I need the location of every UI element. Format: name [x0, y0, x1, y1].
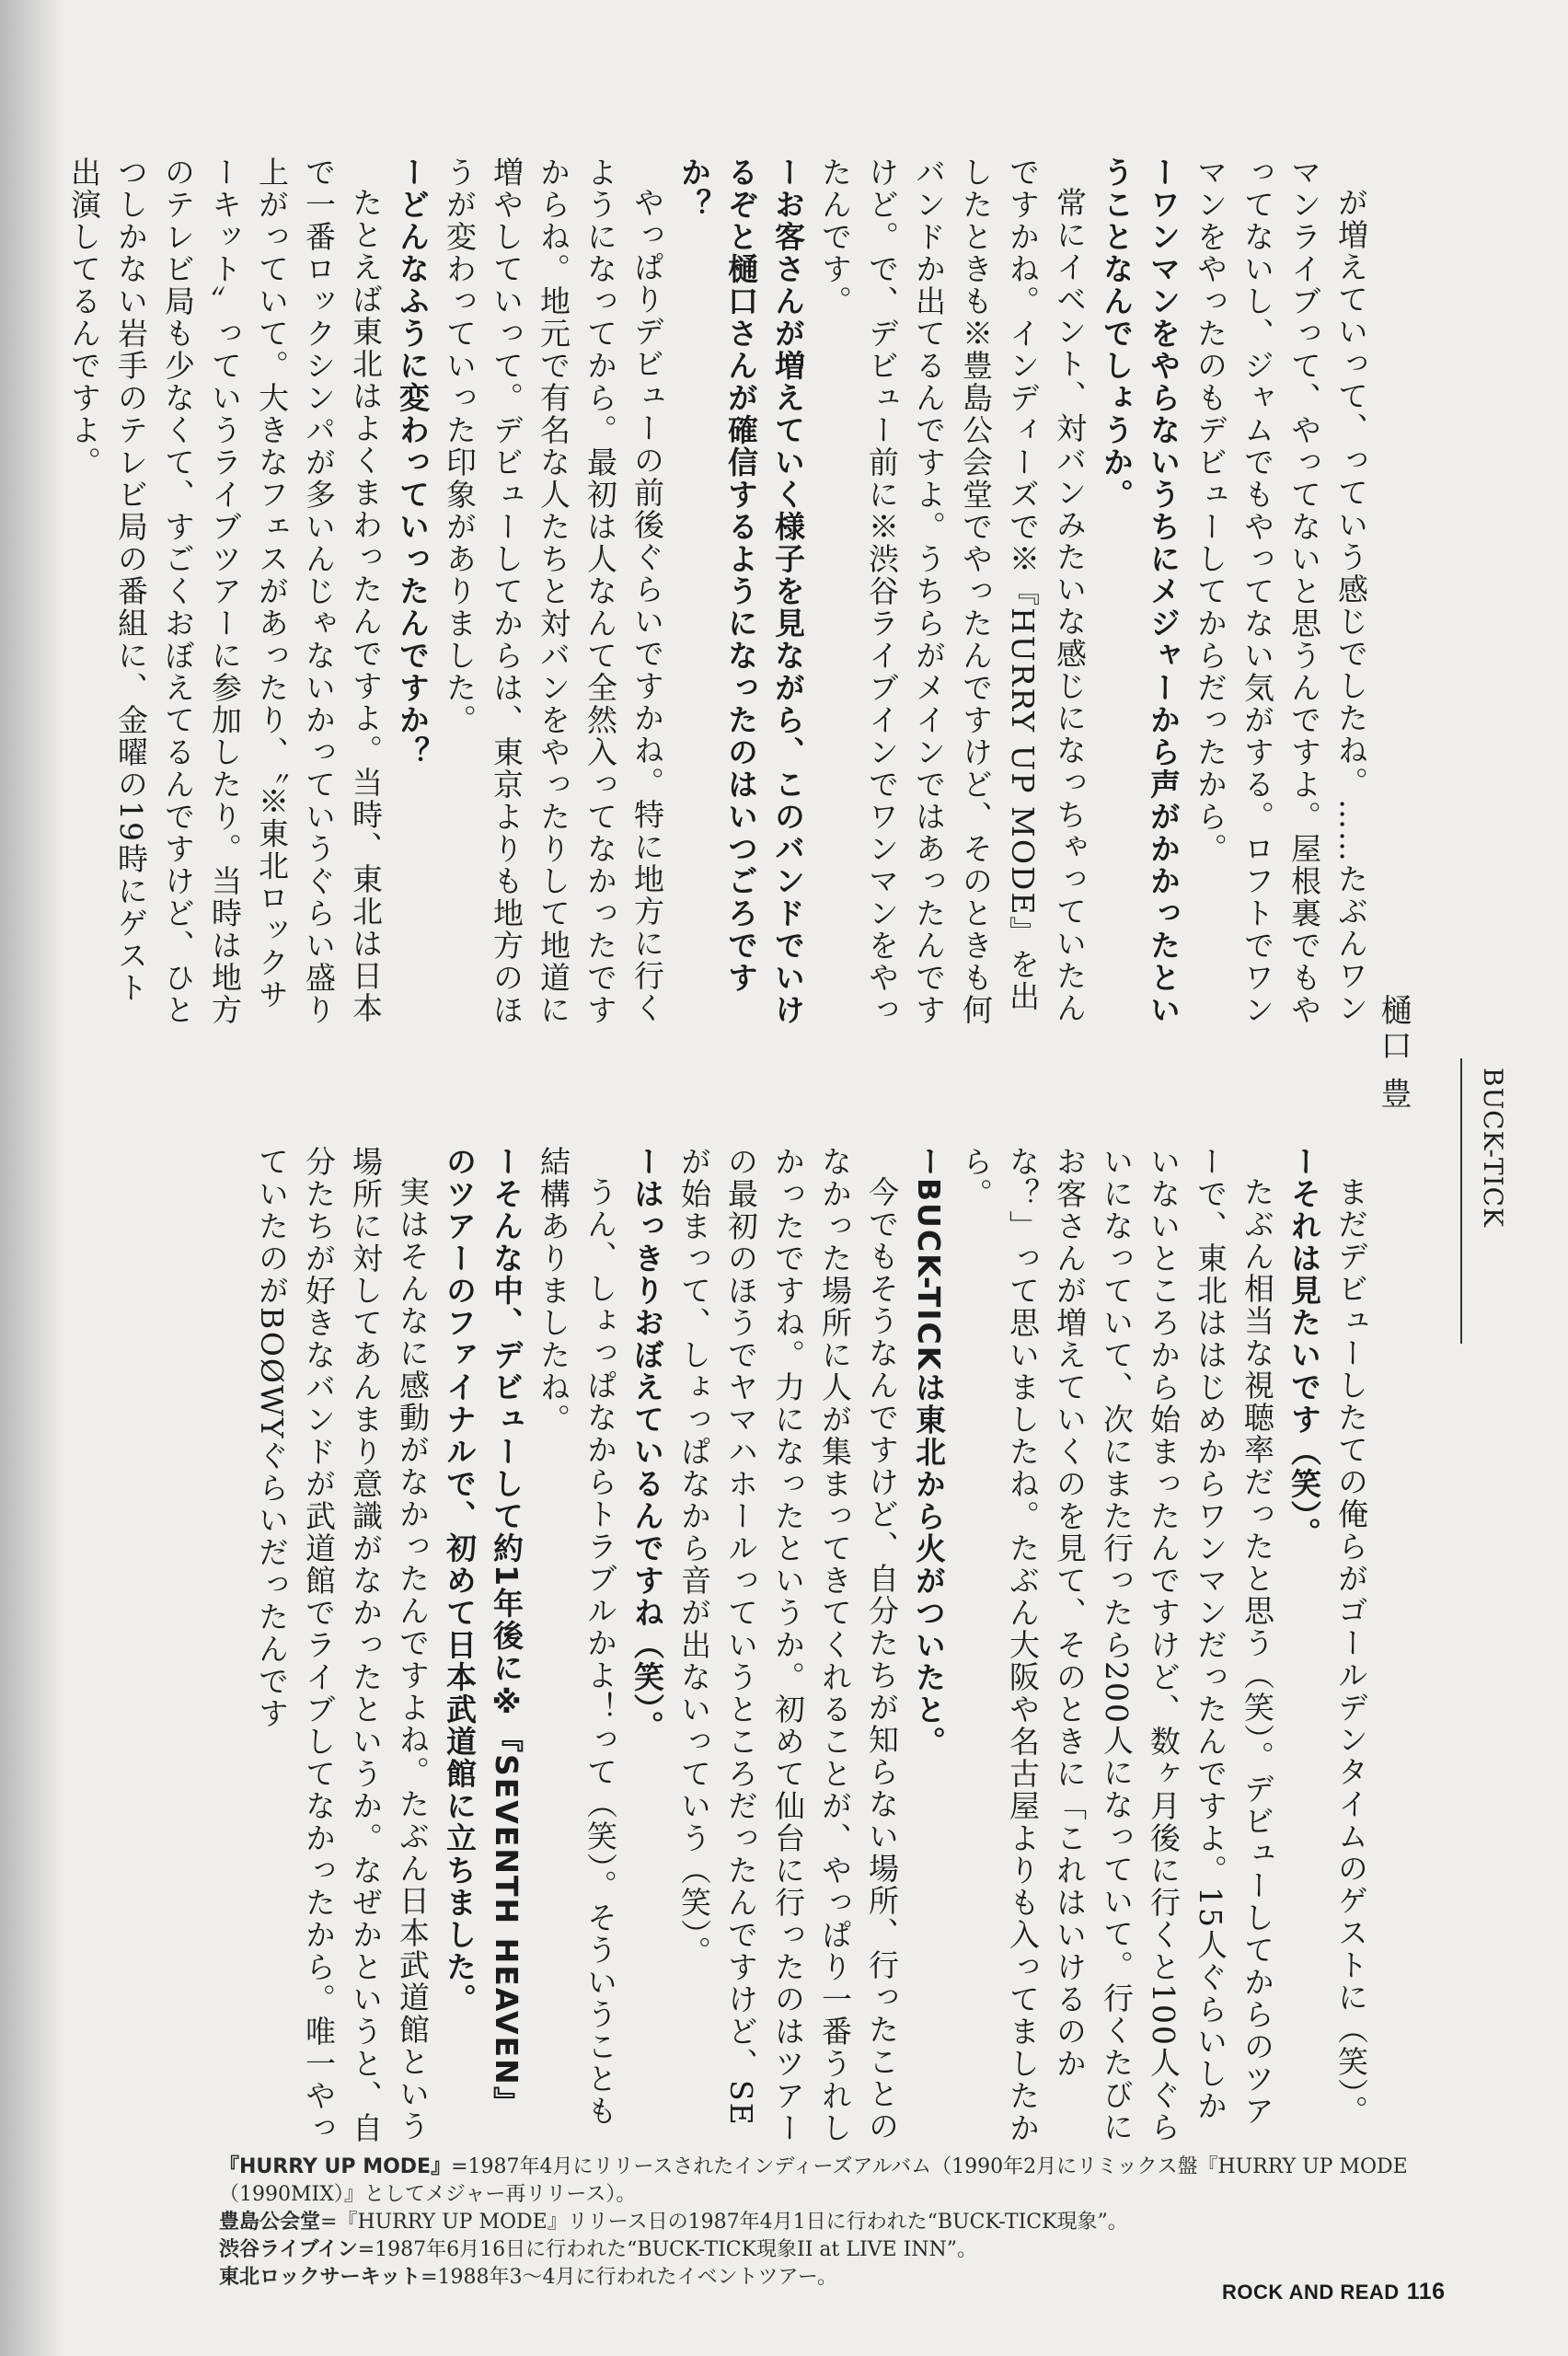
- interview-question: ーそれは見たいです（笑）。: [1286, 1146, 1322, 1550]
- footnote: [219, 2154, 1470, 2209]
- interview-question: ーどんなふうに変わっていったんですか？: [395, 156, 431, 768]
- footnote-description: =1987年6月16日に行われた“BUCK-TICK現象II at LIVE INN”。: [357, 2238, 978, 2261]
- magazine-name: ROCK AND READ: [1222, 2281, 1400, 2304]
- interview-question: ーお客さんが増えていく様子を見ながら、このバンドでいけるぞと樋口さんが確信するようになったのはいつごろですか？: [676, 156, 806, 1026]
- page-binding-shadow: [0, 0, 64, 2356]
- lower-text-block: [105, 1146, 1375, 2149]
- page-footer: [1222, 2279, 1446, 2305]
- interview-answer: うん、しょっぱなからトラブルかよ！って（笑）。そういうことも結構ありましたね。: [536, 1146, 618, 2128]
- interview-question: ーBUCK-TICKは東北から火がついたと。: [911, 1146, 947, 1759]
- upper-text-block: [66, 156, 1375, 1031]
- footnote-description: =『HURRY UP MODE』リリース日の1987年4月1日に行われた“BUCK-TICK現象”。: [320, 2211, 1128, 2234]
- running-head-rule: [1460, 1058, 1462, 1344]
- footnote: [219, 2209, 1470, 2236]
- interview-answer: 実はそんなに感動がなかったんですよね。たぶん日本武道館という場所に対してあんまり意識がなかったというか。なぜかというと、自分たちが好きなバンドが武道館でライブしてなかったから。唯一やっていたのがBOØWYぐらいだったんです: [254, 1146, 431, 2144]
- interview-answer: やっぱりデビューの前後ぐらいですかね。特に地方に行くようになってから。最初は人なんて全然入ってなかったですからね。地元で有名な人たちと対バンをやったりして地道に増やしていって。デビューしてからは、東京よりも地方のほうが変わっていった印象がありました。: [442, 156, 665, 1026]
- running-head: [1375, 994, 1517, 1362]
- page-number: 116: [1406, 2279, 1446, 2304]
- interview-answer: たぶん相当な視聴率だったと思う（笑）。デビューしてからのツアーで、東北ははじめからワンマンだったんですよ。15人ぐらいしかいないところから始まったんですけど、数ヶ月後に行くと100人ぐらいになっていて、次にまた行ったら200人になっていて。行くたびにお客さんが増えていくのを見て、そのときに「これはいけるのかな？」って思いましたね。たぶん大阪や名古屋よりも入ってましたから。: [958, 1146, 1275, 2144]
- interview-question: ーはっきりおぼえているんですね（笑）。: [629, 1146, 665, 1743]
- interview-answer: が増えていって、っていう感じでしたね。……たぶんワンマンライブって、やってないと思うんですよ。屋根裏でもやってないし、ジャムでもやってない気がする。ロフトでワンマンをやったのもデビューしてからだったから。: [1193, 156, 1369, 1026]
- footnote-description: =1987年4月にリリースされたインディーズアルバム（1990年2月にリミックス盤『HURRY UP MODE（1990MIX）』としてメジャー再リリース）。: [219, 2155, 1408, 2206]
- interview-answer: たとえば東北はよくまわったんですよ。当時、東北は日本で一番ロックシンパが多いんじゃないかっていうぐらい盛り上がっていて。大きなフェスがあったり、〝※東北ロックサーキット〟っていうライブツアーに参加したり。当時は地方のテレビ局も少なくて、すごくおぼえてるんですけど、ひとつしかない岩手のテレビ局の番組に、金曜の19時にゲスト出演してるんですよ。: [66, 156, 384, 1026]
- footnote-term: 豊島公会堂: [219, 2211, 321, 2234]
- running-head-band: BUCK-TICK: [1478, 1068, 1508, 1229]
- footnote-term: 渋谷ライブイン: [219, 2238, 358, 2261]
- running-head-name: 樋口 豊: [1375, 994, 1412, 1113]
- footnote-description: =1988年3～4月に行われたイベントツアー。: [421, 2266, 838, 2289]
- interview-answer: まだデビューしたての俺らがゴールデンタイムのゲストに（笑）。: [1333, 1176, 1369, 2128]
- interview-answer: 常にイベント、対バンみたいな感じになっちゃっていたんですかね。インディーズで※『HURRY UP MODE』を出したときも※豊島公会堂でやったんですけど、そのときも何バンドか出てるんですよ。うちらがメインではあったんですけど。で、デビュー前に※渋谷ライブインでワンマンをやったんです。: [817, 156, 1088, 1026]
- interview-question: ーそんな中、デビューして約1年後に※『SEVENTH HEAVEN』のツアーのファイナルで、初めて日本武道館に立ちました。: [442, 1146, 525, 2119]
- interview-answer: 今でもそうなんですけど、自分たちが知らない場所、行ったことのなかった場所に人が集まってきてくれることが、やっぱり一番うれしかったですね。力になったというか。初めて仙台に行ったのはツアーの最初のほうでヤマハホールっていうところだったんですけど、SEが始まって、しょっぱなから音が出ないっていう（笑）。: [676, 1146, 900, 2144]
- footnote-term: 東北ロックサーキット: [219, 2266, 421, 2289]
- interview-question: ーワンマンをやらないうちにメジャーから声がかかったということなんでしょうか。: [1099, 156, 1182, 1026]
- footnotes: [219, 2154, 1470, 2292]
- footnote: [219, 2236, 1470, 2264]
- footnote-term: 『HURRY UP MODE』: [219, 2155, 452, 2178]
